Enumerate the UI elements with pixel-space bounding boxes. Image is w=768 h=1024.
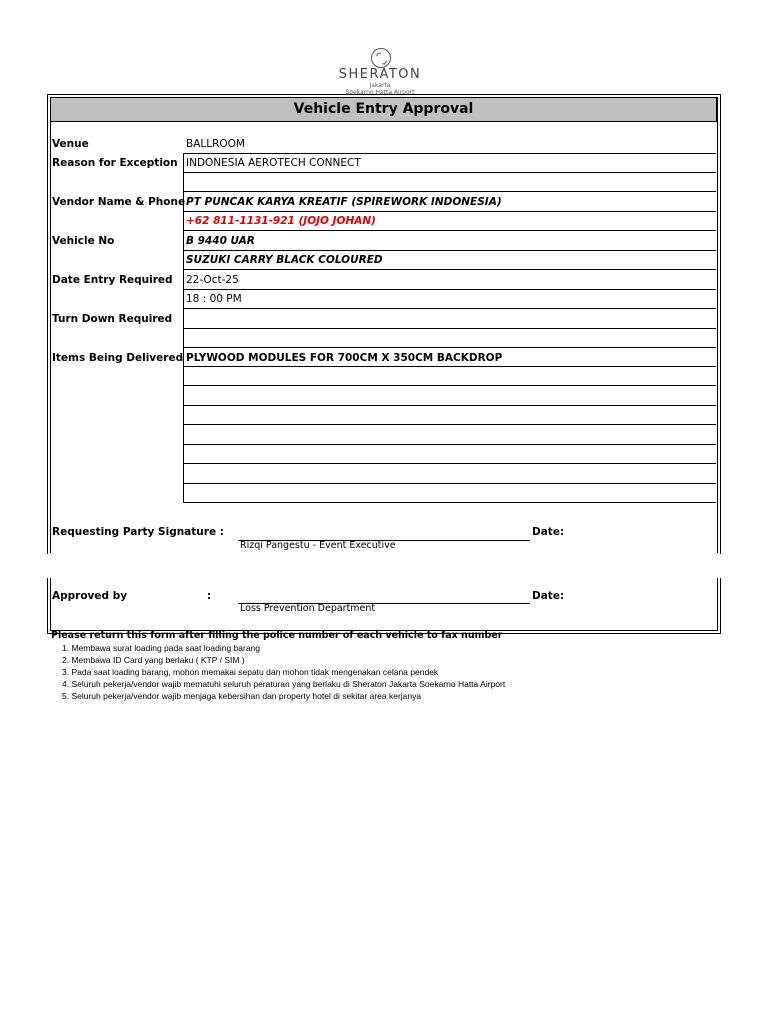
approval-frame-inner <box>50 578 718 631</box>
logo-brand: SHERATON <box>338 67 422 82</box>
field-line <box>183 347 716 348</box>
notes-title: Please return this form after filling the police number of each vehicle to fax number <box>51 630 503 641</box>
field-line <box>183 463 716 464</box>
vehicle-desc-value: SUZUKI CARRY BLACK COLOURED <box>186 254 383 266</box>
note-item: 4. Seluruh pekerja/vendor wajib mematuhi seluruh peraturan yang berlaku di Sheraton Jakarta Soekarno Hatta Airport <box>62 679 506 689</box>
note-item: 3. Pada saat loading barang, mohon memakai sepatu dan mohon tidak mengenakan celana pendek <box>62 667 439 677</box>
note-item: 1. Membawa surat loading pada saat loading barang <box>62 643 260 653</box>
field-line <box>183 172 716 173</box>
requesting-party-name: Rizqi Pangestu - Event Executive <box>240 540 396 551</box>
field-line <box>183 191 716 192</box>
field-line <box>183 328 716 329</box>
field-line <box>183 289 716 290</box>
items-label: Items Being Delivered <box>52 352 184 364</box>
approved-department: Loss Prevention Department <box>240 603 376 614</box>
vendor-label: Vendor Name & Phone <box>52 196 186 208</box>
approved-date-label: Date: <box>532 590 565 602</box>
sheraton-emblem-icon <box>371 48 391 68</box>
vehicle-label: Vehicle No <box>52 235 115 247</box>
reason-label: Reason for Exception <box>52 157 178 169</box>
date-entry-label: Date Entry Required <box>52 274 173 286</box>
field-line <box>183 424 716 425</box>
note-item: 5. Seluruh pekerja/vendor wajib menjaga kebersihan dan property hotel di sekitar area kerjanya <box>62 691 422 701</box>
field-line <box>183 230 716 231</box>
vehicle-no-value: B 9440 UAR <box>186 235 255 247</box>
field-line <box>183 444 716 445</box>
requesting-party-label: Requesting Party Signature : <box>52 526 224 538</box>
logo-city: Jakarta <box>369 82 391 89</box>
sheraton-logo <box>325 45 435 97</box>
vendor-phone-value: +62 811-1131-921 (JOJO JOHAN) <box>186 215 376 227</box>
field-line <box>183 405 716 406</box>
field-line <box>183 269 716 270</box>
field-line <box>183 308 716 309</box>
approved-by-label: Approved by <box>52 590 128 602</box>
form-title: Vehicle Entry Approval <box>50 97 717 122</box>
approved-by-colon: : <box>207 590 212 602</box>
field-line <box>183 250 716 251</box>
reason-value: INDONESIA AEROTECH CONNECT <box>186 157 361 169</box>
note-item: 2. Membawa ID Card yang berlaku ( KTP / SIM ) <box>62 655 245 665</box>
field-line <box>183 211 716 212</box>
logo-location: Soekarno Hatta Airport <box>345 89 415 96</box>
time-entry-value: 18 : 00 PM <box>186 293 242 305</box>
date-entry-value: 22-Oct-25 <box>186 274 239 286</box>
field-line <box>183 483 716 484</box>
items-value: PLYWOOD MODULES FOR 700CM X 350CM BACKDROP <box>186 352 503 364</box>
turn-down-label: Turn Down Required <box>52 313 173 325</box>
venue-value: BALLROOM <box>186 138 245 150</box>
field-line <box>183 385 716 386</box>
venue-label: Venue <box>52 138 89 150</box>
requesting-date-label: Date: <box>532 526 565 538</box>
vendor-name-value: PT PUNCAK KARYA KREATIF (SPIREWORK INDONESIA) <box>186 196 502 208</box>
field-line <box>183 366 716 367</box>
field-line <box>183 502 716 503</box>
field-line <box>183 153 716 154</box>
